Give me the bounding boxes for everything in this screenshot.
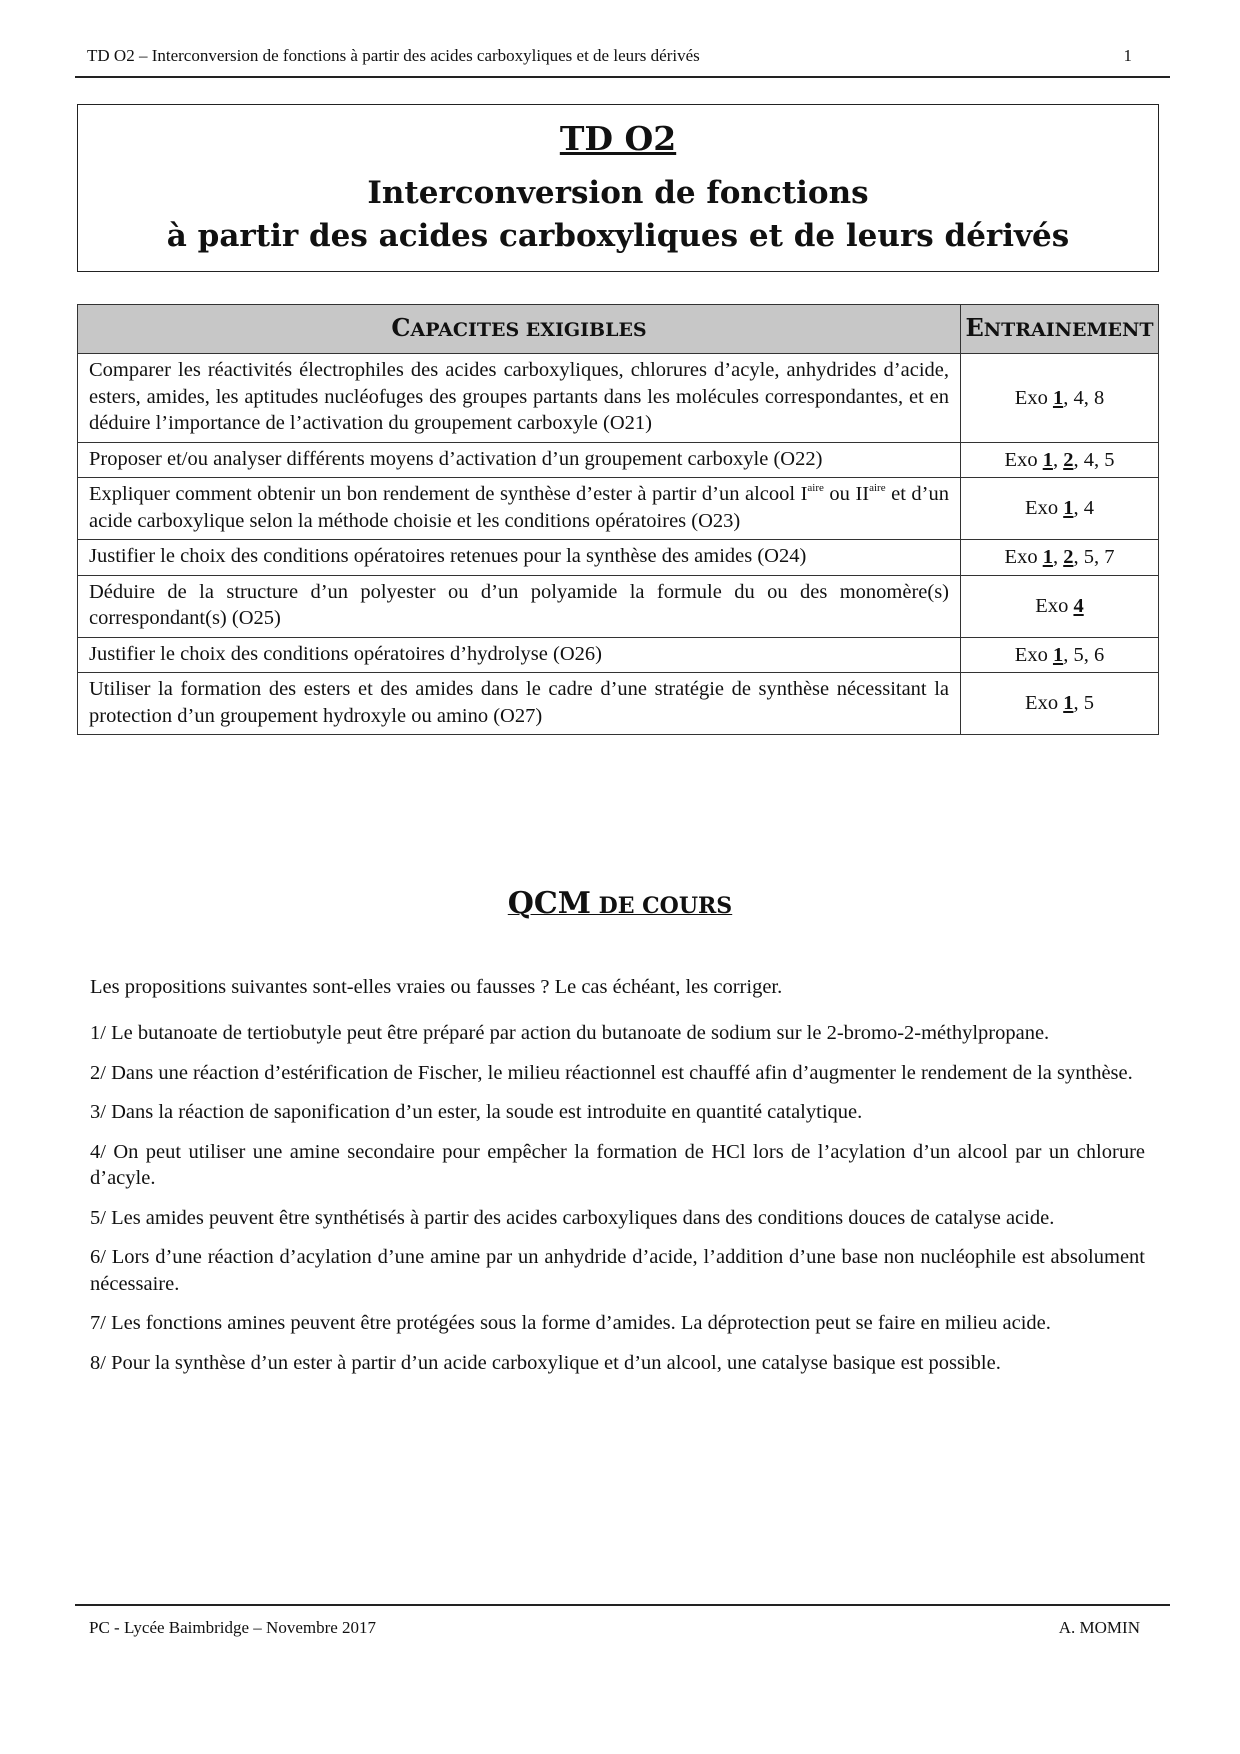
exercise-refs: Exo 1, 2, 5, 7: [961, 540, 1159, 576]
header-entrainement: ENTRAINEMENT: [961, 305, 1159, 354]
qcm-item: 4/ On peut utiliser une amine secondaire pour empêcher la formation de HCl lors de l’acylation d’un alcool par un chlorure d’acyle.: [90, 1140, 1145, 1189]
capacites-table: [77, 304, 1159, 735]
table-header-row: [78, 305, 1159, 354]
exercise-refs: Exo 1, 5: [961, 673, 1159, 735]
qcm-item: 2/ Dans une réaction d’estérification de Fischer, le milieu réactionnel est chauffé afin d’augmenter le rendement de la synthèse.: [90, 1061, 1133, 1084]
exercise-refs: Exo 1, 4: [961, 478, 1159, 540]
page-footer: [75, 1604, 1170, 1646]
qcm-intro: Les propositions suivantes sont-elles vraies ou fausses ? Le cas échéant, les corriger.: [90, 976, 783, 998]
table-row: [78, 442, 1159, 478]
table-row: [78, 673, 1159, 735]
title-line-1: Interconversion de fonctions: [367, 175, 869, 211]
table-row: [78, 575, 1159, 637]
capacity-text: Expliquer comment obtenir un bon rendement de synthèse d’ester à partir d’un alcool $I^{aire}$ ou $II^{aire}$ et d’un acide carboxylique selon la méthode choisie et les conditions opératoires (O23): [78, 478, 961, 540]
qcm-item: 5/ Les amides peuvent être synthétisés à partir des acides carboxyliques dans des conditions douces de catalyse acide.: [90, 1206, 1055, 1229]
qcm-list: [90, 1020, 1145, 1389]
table-row: [78, 478, 1159, 540]
exercise-refs: Exo 1, 4, 8: [961, 354, 1159, 443]
capacity-text: Justifier le choix des conditions opératoires retenues pour la synthèse des amides (O24): [78, 540, 961, 576]
page-header: [75, 44, 1170, 78]
table-row: [78, 637, 1159, 673]
table-row: [78, 354, 1159, 443]
qcm-item: 1/ Le butanoate de tertiobutyle peut être préparé par action du butanoate de sodium sur le 2-bromo-2-méthylpropane.: [90, 1022, 1050, 1044]
header-title: TD O2 – Interconversion de fonctions à partir des acides carboxyliques et de leurs dérivés: [87, 46, 700, 65]
page-number: 1: [1123, 46, 1132, 65]
qcm-item: 3/ Dans la réaction de saponification d’un ester, la soude est introduite en quantité catalytique.: [90, 1101, 863, 1123]
exercise-refs: Exo 4: [961, 575, 1159, 637]
capacity-text: Utiliser la formation des esters et des amides dans le cadre d’une stratégie de synthèse nécessitant la protection d’un groupement hydroxyle ou amino (O27): [78, 673, 961, 735]
capacity-text: Comparer les réactivités électrophiles des acides carboxyliques, chlorures d’acyle, anhydrides d’acide, esters, amides, les aptitudes nucléofuges des groupes partants dans les molécules correspondantes, et en déduire l’importance de l’activation du groupement carboxyle (O21): [78, 354, 961, 443]
capacity-text: Déduire de la structure d’un polyester ou d’un polyamide la formule du ou des monomère(s) correspondant(s) (O25): [78, 575, 961, 637]
footer-left: PC - Lycée Baimbridge – Novembre 2017: [89, 1618, 377, 1637]
qcm-item: 7/ Les fonctions amines peuvent être protégées sous la forme d’amides. La déprotection peut se faire en milieu acide.: [90, 1312, 1051, 1334]
footer-author: A. MOMIN: [1058, 1618, 1140, 1637]
exercise-refs: Exo 1, 5, 6: [961, 637, 1159, 673]
table-row: [78, 540, 1159, 576]
title-box: [77, 104, 1159, 272]
capacity-text: Justifier le choix des conditions opératoires d’hydrolyse (O26): [78, 637, 961, 673]
qcm-item: 6/ Lors d’une réaction d’acylation d’une amine par un anhydride d’acide, l’addition d’une base non nucléophile est absolument nécessaire.: [90, 1246, 1145, 1295]
qcm-item: 8/ Pour la synthèse d’un ester à partir d’un acide carboxylique et d’un alcool, une catalyse basique est possible.: [90, 1351, 1001, 1374]
td-code: TD O2: [559, 119, 677, 158]
capacity-text: Proposer et/ou analyser différents moyens d’activation d’un groupement carboxyle (O22): [78, 442, 961, 478]
qcm-heading: QCM DE COURS: [507, 886, 733, 921]
title-line-2: à partir des acides carboxyliques et de leurs dérivés: [166, 218, 1070, 254]
exercise-refs: Exo 1, 2, 4, 5: [961, 442, 1159, 478]
header-capacites: CAPACITES EXIGIBLES: [78, 305, 961, 354]
